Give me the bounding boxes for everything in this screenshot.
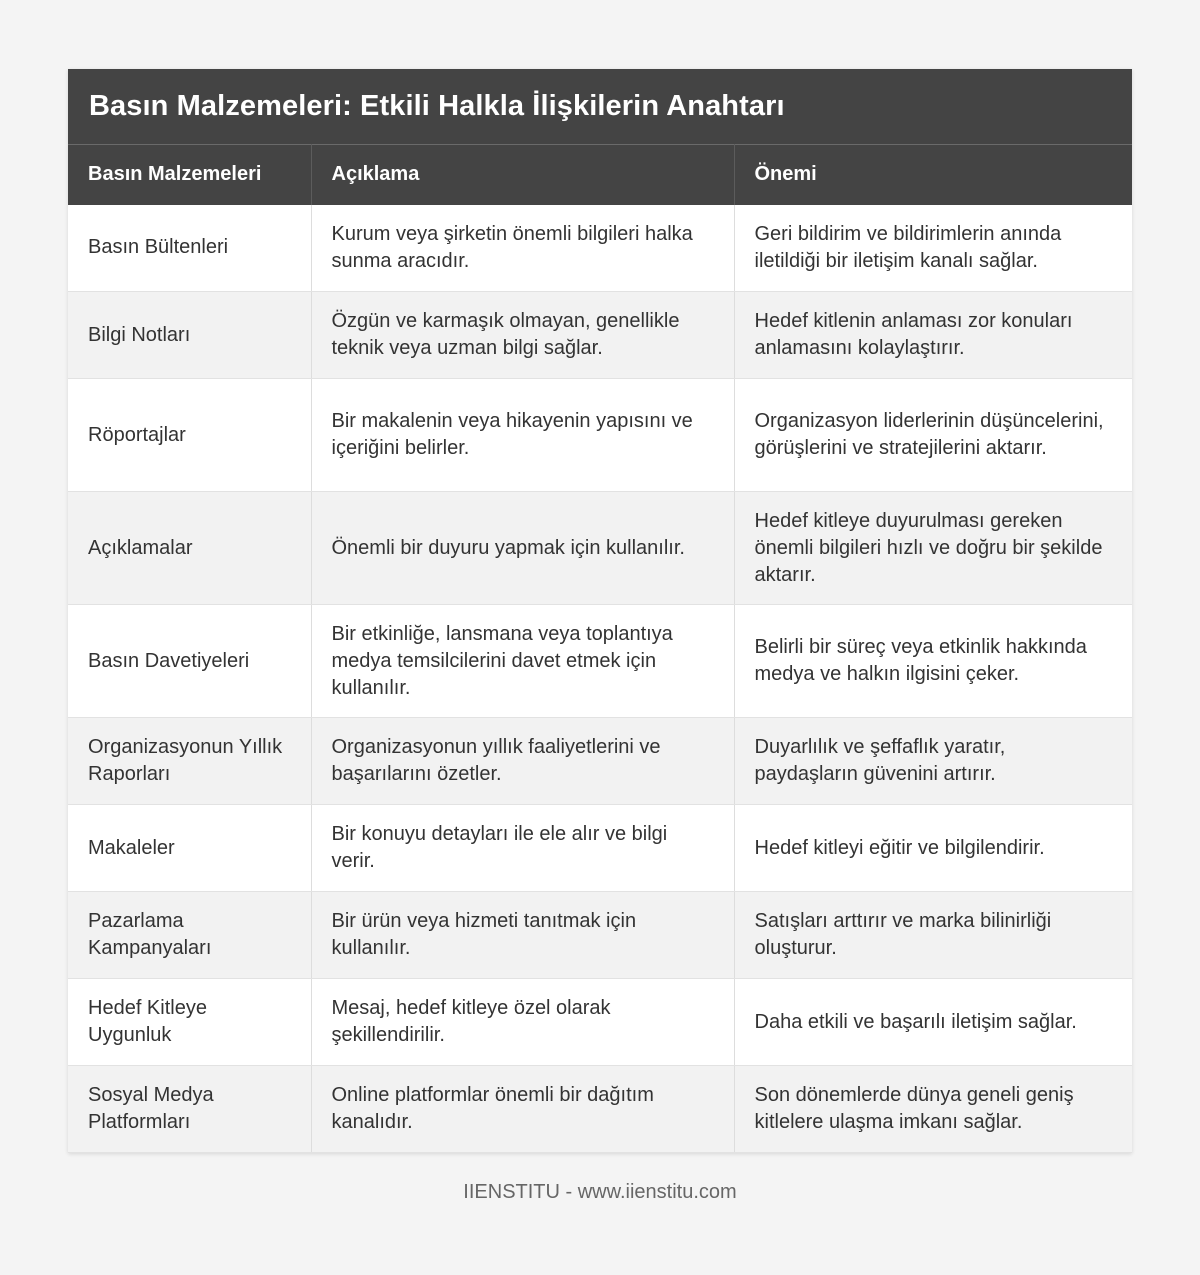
table-row [68, 718, 1132, 805]
cell-material: Pazarlama Kampanyaları [68, 892, 311, 979]
cell-description: Özgün ve karmaşık olmayan, genellikle teknik veya uzman bilgi sağlar. [311, 292, 734, 379]
cell-material: Bilgi Notları [68, 292, 311, 379]
cell-description: Kurum veya şirketin önemli bilgileri halka sunma aracıdır. [311, 205, 734, 292]
column-header-importance: Önemi [734, 145, 1132, 205]
cell-importance: Hedef kitleye duyurulması gereken önemli bilgileri hızlı ve doğru bir şekilde aktarır. [734, 492, 1132, 605]
cell-description: Bir etkinliğe, lansmana veya toplantıya medya temsilcilerini davet etmek için kullanılır. [311, 605, 734, 718]
cell-material: Organizasyonun Yıllık Raporları [68, 718, 311, 805]
table-row [68, 292, 1132, 379]
table-row [68, 205, 1132, 292]
cell-description: Organizasyonun yıllık faaliyetlerini ve başarılarını özetler. [311, 718, 734, 805]
cell-importance: Organizasyon liderlerinin düşüncelerini, görüşlerini ve stratejilerini aktarır. [734, 379, 1132, 492]
cell-material: Basın Davetiyeleri [68, 605, 311, 718]
table-row [68, 492, 1132, 605]
cell-importance: Daha etkili ve başarılı iletişim sağlar. [734, 979, 1132, 1066]
column-header-material: Basın Malzemeleri [68, 145, 311, 205]
title-bar [68, 69, 1132, 144]
table-row [68, 892, 1132, 979]
cell-importance: Belirli bir süreç veya etkinlik hakkında medya ve halkın ilgisini çeker. [734, 605, 1132, 718]
cell-material: Açıklamalar [68, 492, 311, 605]
cell-importance: Son dönemlerde dünya geneli geniş kitlelere ulaşma imkanı sağlar. [734, 1066, 1132, 1153]
cell-description: Bir makalenin veya hikayenin yapısını ve içeriğini belirler. [311, 379, 734, 492]
cell-importance: Hedef kitlenin anlaması zor konuları anlamasını kolaylaştırır. [734, 292, 1132, 379]
cell-description: Online platformlar önemli bir dağıtım kanalıdır. [311, 1066, 734, 1153]
cell-importance: Geri bildirim ve bildirimlerin anında iletildiği bir iletişim kanalı sağlar. [734, 205, 1132, 292]
footer-credit: IIENSTITU - www.iienstitu.com [463, 1181, 737, 1203]
cell-material: Basın Bültenleri [68, 205, 311, 292]
cell-description: Mesaj, hedef kitleye özel olarak şekillendirilir. [311, 979, 734, 1066]
table-row [68, 805, 1132, 892]
cell-importance: Hedef kitleyi eğitir ve bilgilendirir. [734, 805, 1132, 892]
cell-material: Röportajlar [68, 379, 311, 492]
table-row [68, 979, 1132, 1066]
cell-description: Önemli bir duyuru yapmak için kullanılır. [311, 492, 734, 605]
table-row [68, 605, 1132, 718]
cell-description: Bir ürün veya hizmeti tanıtmak için kullanılır. [311, 892, 734, 979]
cell-importance: Duyarlılık ve şeffaflık yaratır, paydaşların güvenini artırır. [734, 718, 1132, 805]
cell-importance: Satışları arttırır ve marka bilinirliği oluşturur. [734, 892, 1132, 979]
cell-description: Bir konuyu detayları ile ele alır ve bilgi verir. [311, 805, 734, 892]
table-row [68, 1066, 1132, 1153]
cell-material: Makaleler [68, 805, 311, 892]
table-row [68, 379, 1132, 492]
header-row [68, 145, 1132, 205]
page-title: Basın Malzemeleri: Etkili Halkla İlişkilerin Anahtarı [89, 90, 785, 122]
press-materials-table [68, 144, 1132, 1153]
column-header-description: Açıklama [311, 145, 734, 205]
cell-material: Hedef Kitleye Uygunluk [68, 979, 311, 1066]
cell-material: Sosyal Medya Platformları [68, 1066, 311, 1153]
table-card [68, 69, 1132, 1153]
